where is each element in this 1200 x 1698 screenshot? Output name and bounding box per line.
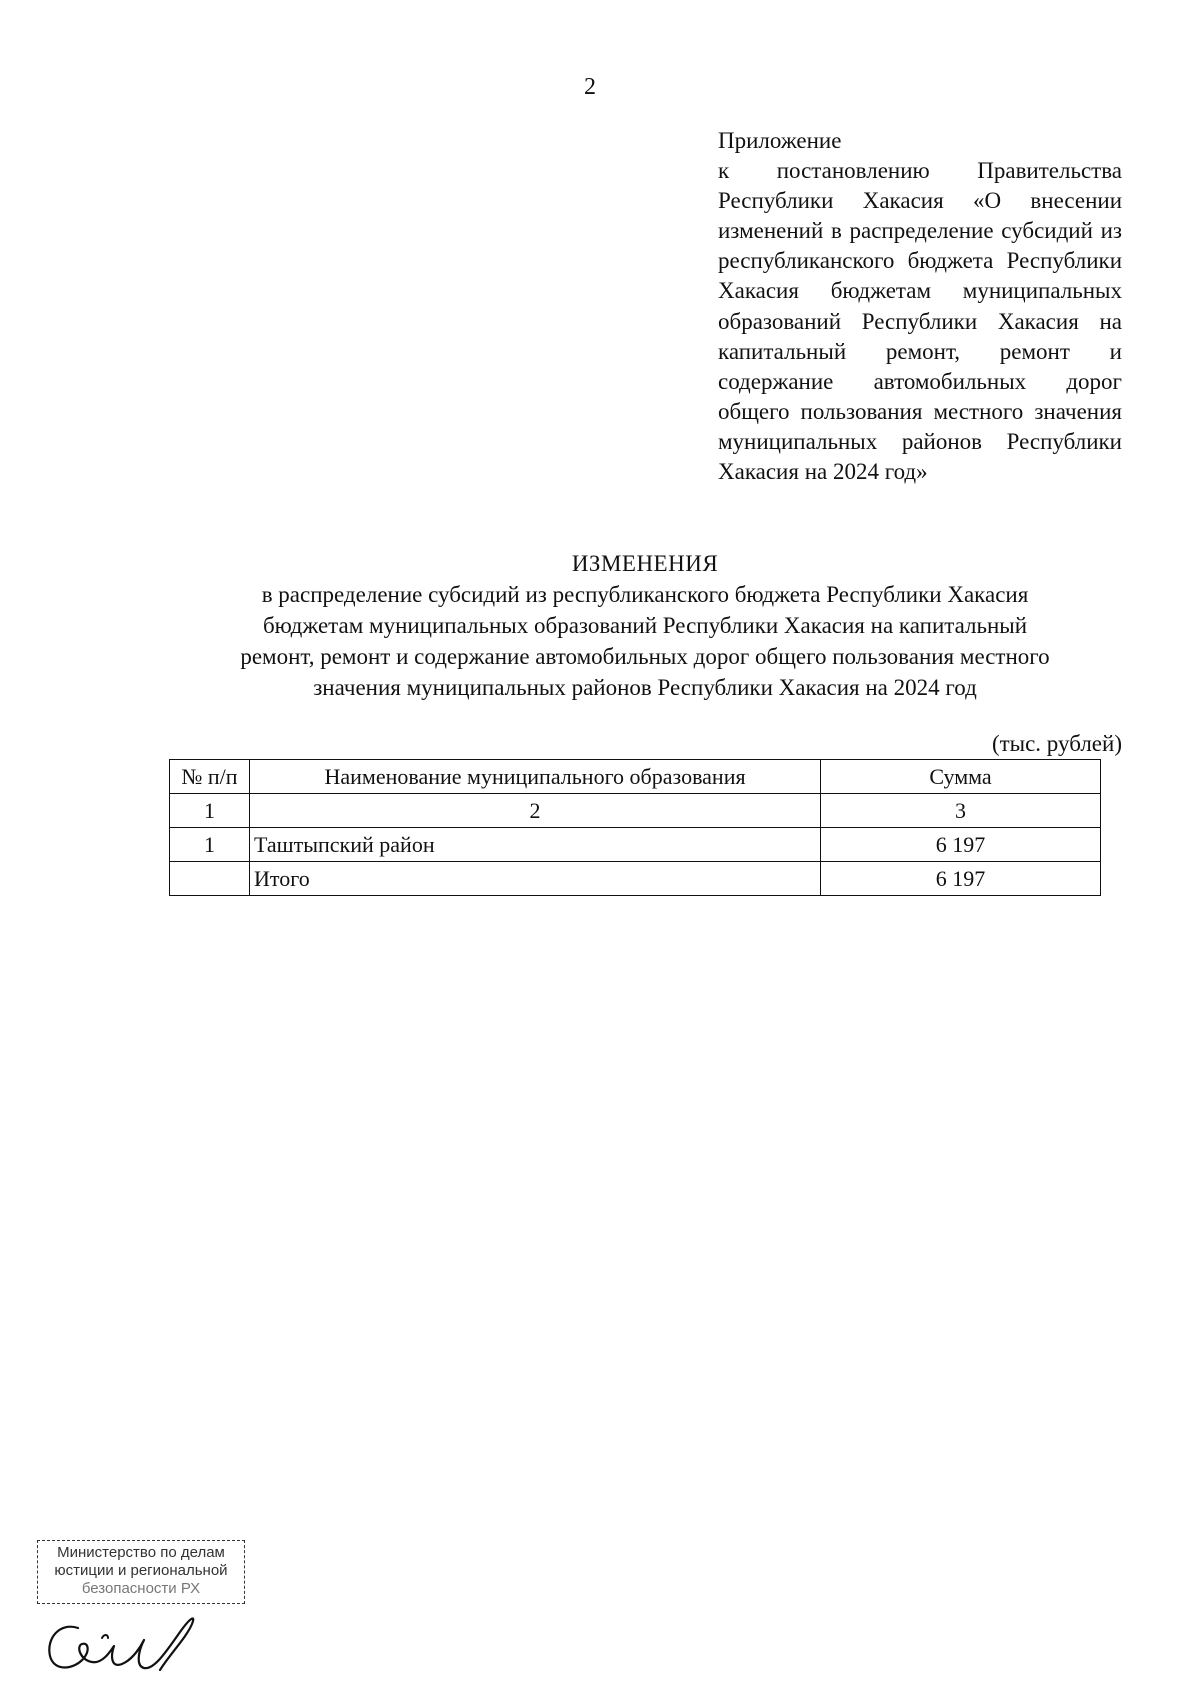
table-column-number-row: [170, 794, 1101, 828]
total-sum: 6 197: [821, 862, 1101, 896]
handwritten-signature: [40, 1608, 240, 1680]
stamp-line-3: безопасности РХ: [81, 1580, 201, 1597]
page-number: 2: [584, 74, 596, 100]
document-title: ИЗМЕНЕНИЯ: [571, 551, 719, 576]
row-number: 1: [170, 828, 250, 862]
table-header-row: [170, 760, 1101, 794]
document-subtitle-line-3: ремонт, ремонт и содержание автомобильных дорог общего пользования местного: [240, 644, 1050, 669]
appendix-block: [718, 126, 1122, 487]
document-subtitle-line-2: бюджетам муниципальных образований Республики Хакасия на капитальный: [262, 613, 1028, 638]
units-label: (тыс. рублей): [991, 731, 1122, 756]
ministry-stamp: [37, 1540, 245, 1604]
header-number: № п/п: [170, 760, 250, 794]
table-total-row: [170, 862, 1101, 896]
appendix-text: к постановлению Правительства Республики Хакасия «О внесении изменений в распределение субсидий из республиканского бюджета Республики Хакасия бюджетам муниципальных образований Республики Хакасия на капитальный ремонт, ремонт и содержание автомобильных дорог общего пользования местного значения муниципальных районов Республики Хакасия на 2024 год»: [718, 158, 1122, 485]
table-row: [170, 828, 1101, 862]
row-sum: 6 197: [821, 828, 1101, 862]
total-label: Итого: [250, 862, 821, 896]
total-number: [170, 862, 250, 896]
header-sum: Сумма: [821, 760, 1101, 794]
appendix-heading: Приложение: [718, 128, 842, 153]
document-subtitle-line-4: значения муниципальных районов Республики Хакасия на 2024 год: [313, 675, 977, 700]
column-number-1: 1: [170, 794, 250, 828]
stamp-line-1: Министерство по делам: [57, 1544, 225, 1561]
header-name: Наименование муниципального образования: [250, 760, 821, 794]
column-number-3: 3: [821, 794, 1101, 828]
column-number-2: 2: [250, 794, 821, 828]
row-name: Таштыпский район: [250, 828, 821, 862]
distribution-table: [169, 759, 1101, 896]
stamp-line-2: юстиции и региональной: [54, 1562, 228, 1579]
document-subtitle-line-1: в распределение субсидий из республиканского бюджета Республики Хакасия: [261, 582, 1029, 607]
document-title-block: [160, 548, 1130, 703]
